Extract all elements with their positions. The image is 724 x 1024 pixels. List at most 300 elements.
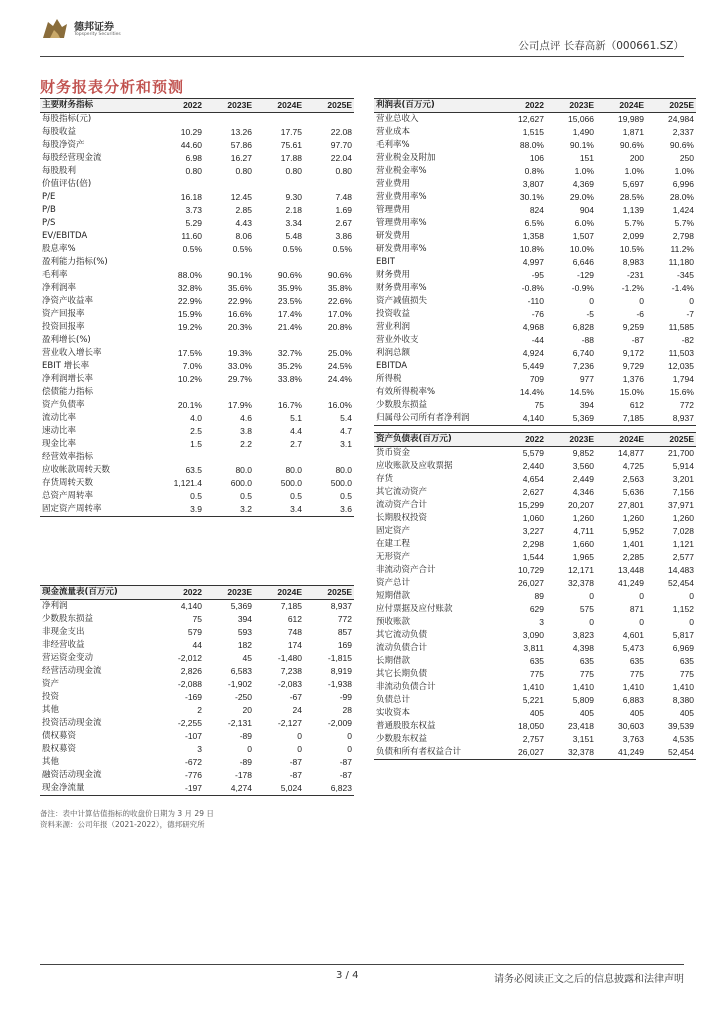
row-label: 每股股利 xyxy=(42,166,77,176)
value-cell: 22.9% xyxy=(227,296,252,306)
value-cell: 2 xyxy=(197,705,202,715)
table-header-row xyxy=(374,99,696,113)
value-cell: 10.29 xyxy=(180,127,202,137)
value-cell: 8,937 xyxy=(646,412,696,426)
value-cell: 600.0 xyxy=(230,478,252,488)
value-cell: 4,274 xyxy=(204,782,254,796)
row-label: 营业外收支 xyxy=(376,335,419,345)
row-label: 盈利增长(%) xyxy=(42,335,91,345)
value-cell: 7,236 xyxy=(572,361,594,371)
value-cell: 5,473 xyxy=(622,643,644,653)
value-cell: 4.4 xyxy=(290,426,302,436)
value-cell: 0.5% xyxy=(332,244,352,254)
value-cell: 6,828 xyxy=(572,322,594,332)
table-row xyxy=(374,447,696,461)
value-cell: 24 xyxy=(292,705,302,715)
value-cell: 44.60 xyxy=(180,140,202,150)
value-cell: 8,983 xyxy=(622,257,644,267)
row-label: EBIT xyxy=(376,257,395,267)
value-cell: 0.8% xyxy=(524,166,544,176)
value-cell: 0 xyxy=(639,617,644,627)
column-header: 2024E xyxy=(596,433,646,447)
row-label: EBIT 增长率 xyxy=(42,361,90,371)
row-label: 少数股东损益 xyxy=(42,614,94,624)
table-title-cell: 主要财务指标 xyxy=(40,99,154,113)
value-cell: 1,121.4 xyxy=(173,478,202,488)
value-cell: 824 xyxy=(529,205,544,215)
table-row xyxy=(40,256,354,269)
value-cell: 15.9% xyxy=(177,309,202,319)
row-label: 流动负债合计 xyxy=(376,643,428,653)
row-label: 长期股权投资 xyxy=(376,513,428,523)
value-cell: 44 xyxy=(192,640,202,650)
cash-flow-table xyxy=(40,585,354,796)
value-cell: 4,535 xyxy=(672,734,694,744)
value-cell: 1,121 xyxy=(672,539,694,549)
table-row xyxy=(374,152,696,165)
column-header: 2022 xyxy=(154,586,204,600)
row-label: 每股净资产 xyxy=(42,140,85,150)
table-row xyxy=(374,412,696,426)
value-cell: 6,883 xyxy=(622,695,644,705)
table-title-cell: 利润表(百万元) xyxy=(374,99,496,113)
table-row xyxy=(40,665,354,678)
table-row xyxy=(40,477,354,490)
value-cell: 7,185 xyxy=(596,412,646,426)
value-cell: 3,227 xyxy=(522,526,544,536)
value-cell: 0 xyxy=(639,591,644,601)
value-cell xyxy=(204,386,254,399)
row-label: 净资产收益率 xyxy=(42,296,94,306)
value-cell: 88.0% xyxy=(177,270,202,280)
value-cell: 4,725 xyxy=(622,461,644,471)
value-cell: -87 xyxy=(289,757,302,767)
table-row xyxy=(40,691,354,704)
row-label: 应收帐款周转天数 xyxy=(42,465,111,475)
value-cell: 0.5% xyxy=(182,244,202,254)
value-cell: 14,877 xyxy=(618,448,644,458)
row-label: 营业税金及附加 xyxy=(376,153,436,163)
row-label: 短期借款 xyxy=(376,591,411,601)
row-label: 流动比率 xyxy=(42,413,77,423)
value-cell: 1,410 xyxy=(622,682,644,692)
value-cell: 5,697 xyxy=(622,179,644,189)
value-cell: 88.0% xyxy=(519,140,544,150)
row-label: 净利润 xyxy=(42,601,68,611)
value-cell: 16.7% xyxy=(277,400,302,410)
value-cell: 21.4% xyxy=(277,322,302,332)
page-number: 3 / 4 xyxy=(336,970,359,981)
value-cell: -87 xyxy=(339,770,352,780)
value-cell: 22.08 xyxy=(330,127,352,137)
value-cell: 90.6% xyxy=(619,140,644,150)
value-cell: 1,544 xyxy=(522,552,544,562)
row-label: 研发费用率% xyxy=(376,244,427,254)
value-cell: 405 xyxy=(579,708,594,718)
value-cell: 4,997 xyxy=(522,257,544,267)
value-cell xyxy=(204,256,254,269)
valuation-date-note: 备注：表中计算估值指标的收盘价日期为 3 月 29 日 xyxy=(40,809,214,818)
table-row xyxy=(374,564,696,577)
value-cell: 39,539 xyxy=(668,721,694,731)
table-row xyxy=(40,152,354,165)
value-cell: 18,050 xyxy=(518,721,544,731)
table-row xyxy=(374,746,696,760)
value-cell: 904 xyxy=(579,205,594,215)
table-row xyxy=(374,178,696,191)
brand-name-english: Topsperity Securities xyxy=(74,32,121,37)
value-cell: -1.4% xyxy=(671,283,694,293)
row-label: 预收账款 xyxy=(376,617,411,627)
value-cell: 2,440 xyxy=(522,461,544,471)
section-title: 财务报表分析和预测 xyxy=(40,78,185,96)
value-cell: -87 xyxy=(289,770,302,780)
table-row xyxy=(40,464,354,477)
row-label: 资产回报率 xyxy=(42,309,85,319)
value-cell: 35.6% xyxy=(227,283,252,293)
row-label: 投资收益 xyxy=(376,309,411,319)
value-cell: 5,369 xyxy=(230,601,252,611)
value-cell: 1.0% xyxy=(574,166,594,176)
value-cell: 19.3% xyxy=(227,348,252,358)
value-cell xyxy=(254,113,304,127)
row-label: 财务费用率% xyxy=(376,283,427,293)
value-cell: 1,794 xyxy=(672,374,694,384)
value-cell: 200 xyxy=(629,153,644,163)
value-cell: 7,185 xyxy=(280,601,302,611)
value-cell: 0 xyxy=(347,731,352,741)
value-cell: 0.5 xyxy=(190,491,202,501)
table-row xyxy=(40,243,354,256)
value-cell: 14.4% xyxy=(519,387,544,397)
value-cell: 5.48 xyxy=(285,231,302,241)
value-cell: 4.0 xyxy=(190,413,202,423)
table-row xyxy=(40,282,354,295)
value-cell: -1.2% xyxy=(621,283,644,293)
value-cell: -0.8% xyxy=(521,283,544,293)
value-cell xyxy=(154,113,204,127)
value-cell: 1,410 xyxy=(522,682,544,692)
table-row xyxy=(374,590,696,603)
value-cell: 16.0% xyxy=(327,400,352,410)
value-cell: 20,207 xyxy=(568,500,594,510)
value-cell: 32.7% xyxy=(277,348,302,358)
value-cell: 5,449 xyxy=(522,361,544,371)
value-cell: 15,299 xyxy=(518,500,544,510)
value-cell: 21,700 xyxy=(668,448,694,458)
value-cell: 2.2 xyxy=(240,439,252,449)
table-row xyxy=(40,639,354,652)
value-cell: 3,823 xyxy=(572,630,594,640)
value-cell: -110 xyxy=(527,296,544,306)
value-cell: 4,924 xyxy=(522,348,544,358)
value-cell: 29.0% xyxy=(569,192,594,202)
table-row xyxy=(374,733,696,746)
row-label: 归属母公司所有者净利润 xyxy=(374,412,496,426)
row-label: 固定资产 xyxy=(376,526,411,536)
value-cell: 57.86 xyxy=(230,140,252,150)
row-label: 非现金支出 xyxy=(42,627,85,637)
value-cell: 10.5% xyxy=(619,244,644,254)
value-cell: 3.4 xyxy=(254,503,304,517)
column-header: 2022 xyxy=(496,99,546,113)
value-cell: 1,660 xyxy=(572,539,594,549)
value-cell: -231 xyxy=(626,270,644,280)
table-row xyxy=(40,503,354,517)
table-row xyxy=(40,717,354,730)
value-cell: 174 xyxy=(287,640,302,650)
row-label: 营业总收入 xyxy=(376,114,419,124)
value-cell: 5,579 xyxy=(522,448,544,458)
value-cell: 12.45 xyxy=(230,192,252,202)
value-cell: 1,401 xyxy=(622,539,644,549)
value-cell: 500.0 xyxy=(280,478,302,488)
value-cell: 30.1% xyxy=(519,192,544,202)
value-cell: 394 xyxy=(579,400,594,410)
value-cell: 5.29 xyxy=(185,218,202,228)
value-cell: 635 xyxy=(629,656,644,666)
value-cell: -82 xyxy=(681,335,694,345)
value-cell: 6,969 xyxy=(672,643,694,653)
value-cell: 871 xyxy=(629,604,644,614)
table-row xyxy=(40,412,354,425)
value-cell: -1,480 xyxy=(277,653,302,663)
value-cell: 20.3% xyxy=(227,322,252,332)
row-label: 每股经营现金流 xyxy=(42,153,102,163)
value-cell: 1,410 xyxy=(672,682,694,692)
value-cell xyxy=(254,451,304,464)
table-row xyxy=(40,165,354,178)
table-row xyxy=(374,139,696,152)
row-label: 资产 xyxy=(42,679,60,689)
table-row xyxy=(374,243,696,256)
value-cell xyxy=(304,451,354,464)
table-row xyxy=(40,347,354,360)
value-cell: 16.18 xyxy=(180,192,202,202)
value-cell: 12,035 xyxy=(668,361,694,371)
value-cell: 3,151 xyxy=(572,734,594,744)
value-cell: 2.5 xyxy=(190,426,202,436)
value-cell: 2,577 xyxy=(672,552,694,562)
value-cell: 2,449 xyxy=(572,474,594,484)
value-cell: 709 xyxy=(529,374,544,384)
value-cell: 3,090 xyxy=(522,630,544,640)
value-cell: 35.9% xyxy=(277,283,302,293)
table-row xyxy=(40,490,354,503)
value-cell: 29.7% xyxy=(227,374,252,384)
value-cell: 1,871 xyxy=(622,127,644,137)
row-label: 非流动负债合计 xyxy=(376,682,436,692)
value-cell: 579 xyxy=(187,627,202,637)
table-row xyxy=(40,113,354,127)
value-cell: 2,099 xyxy=(622,231,644,241)
value-cell: -2,009 xyxy=(327,718,352,728)
value-cell: 6,583 xyxy=(230,666,252,676)
row-label: EBITDA xyxy=(376,361,408,371)
value-cell: 2.18 xyxy=(285,205,302,215)
table-row xyxy=(40,139,354,152)
balance-sheet-table xyxy=(374,432,696,760)
row-label: 其他 xyxy=(42,705,60,715)
value-cell xyxy=(154,178,204,191)
value-cell: 3.8 xyxy=(240,426,252,436)
value-cell: 4,140 xyxy=(496,412,546,426)
value-cell: 28.5% xyxy=(619,192,644,202)
value-cell: 17.88 xyxy=(280,153,302,163)
value-cell: 0.5% xyxy=(282,244,302,254)
row-label: 非经营收益 xyxy=(42,640,85,650)
row-label: 其它长期负债 xyxy=(376,669,428,679)
table-row xyxy=(374,538,696,551)
value-cell: 35.8% xyxy=(327,283,352,293)
value-cell: 0 xyxy=(347,744,352,754)
value-cell: 12,171 xyxy=(568,565,594,575)
value-cell: 23,418 xyxy=(568,721,594,731)
value-cell: 16.6% xyxy=(227,309,252,319)
table-row xyxy=(40,438,354,451)
table-row xyxy=(40,425,354,438)
value-cell: 405 xyxy=(679,708,694,718)
value-cell: 2,826 xyxy=(180,666,202,676)
table-row xyxy=(40,756,354,769)
value-cell: 12,627 xyxy=(518,114,544,124)
value-cell: -169 xyxy=(184,692,202,702)
disclaimer-text: 请务必阅读正文之后的信息披露和法律声明 xyxy=(494,974,684,985)
value-cell: 35.2% xyxy=(277,361,302,371)
value-cell: 3,807 xyxy=(522,179,544,189)
value-cell: 5,817 xyxy=(672,630,694,640)
value-cell xyxy=(204,451,254,464)
value-cell: 11.60 xyxy=(181,231,202,241)
value-cell: -2,131 xyxy=(227,718,252,728)
table-row xyxy=(374,165,696,178)
value-cell: 22.9% xyxy=(177,296,202,306)
table-header-row xyxy=(40,99,354,113)
value-cell: -1,815 xyxy=(327,653,352,663)
value-cell: 0.80 xyxy=(335,166,352,176)
value-cell: -7 xyxy=(686,309,694,319)
column-header: 2023E xyxy=(204,99,254,113)
row-label: 净利润率 xyxy=(42,283,77,293)
value-cell: -2,088 xyxy=(177,679,202,689)
value-cell: 3,763 xyxy=(622,734,644,744)
row-label: 在建工程 xyxy=(376,539,411,549)
value-cell: 17.75 xyxy=(280,127,302,137)
column-header: 2025E xyxy=(646,99,696,113)
value-cell: -2,083 xyxy=(277,679,302,689)
value-cell: 10.2% xyxy=(177,374,202,384)
table-row xyxy=(40,269,354,282)
table-row xyxy=(40,204,354,217)
row-label: 非流动资产合计 xyxy=(376,565,436,575)
table-row xyxy=(40,230,354,243)
value-cell: 10.0% xyxy=(569,244,594,254)
value-cell: 635 xyxy=(679,656,694,666)
value-cell: 19,989 xyxy=(618,114,644,124)
value-cell: 182 xyxy=(237,640,252,650)
value-cell: 52,454 xyxy=(668,578,694,588)
table-row xyxy=(374,642,696,655)
value-cell: -672 xyxy=(184,757,202,767)
value-cell: 1,490 xyxy=(572,127,594,137)
value-cell: -2,127 xyxy=(277,718,302,728)
row-label: 股息率% xyxy=(42,244,76,254)
value-cell: 1,139 xyxy=(622,205,644,215)
value-cell: 3.6 xyxy=(304,503,354,517)
row-label: 管理费用 xyxy=(376,205,411,215)
column-header: 2022 xyxy=(154,99,204,113)
row-label: 有效所得税率% xyxy=(376,387,436,397)
table-row xyxy=(374,347,696,360)
value-cell: 775 xyxy=(679,669,694,679)
row-label: 总资产周转率 xyxy=(42,491,94,501)
value-cell: 32,378 xyxy=(546,746,596,760)
value-cell: 41,249 xyxy=(596,746,646,760)
value-cell: 6,823 xyxy=(304,782,354,796)
value-cell: 90.1% xyxy=(227,270,252,280)
table-row xyxy=(40,652,354,665)
value-cell: 15.0% xyxy=(619,387,644,397)
value-cell: 169 xyxy=(337,640,352,650)
row-label: P/S xyxy=(42,218,56,228)
header-divider xyxy=(40,56,684,57)
value-cell: 5,952 xyxy=(622,526,644,536)
value-cell: 0 xyxy=(639,296,644,306)
table-row xyxy=(40,451,354,464)
value-cell: 0 xyxy=(689,296,694,306)
table-row xyxy=(40,613,354,626)
value-cell: 3 xyxy=(539,617,544,627)
value-cell: -345 xyxy=(676,270,694,280)
source-note: 资料来源：公司年报（2021-2022），德邦研究所 xyxy=(40,820,205,829)
value-cell: 13,448 xyxy=(618,565,644,575)
row-label: 投资回报率 xyxy=(42,322,85,332)
value-cell: -87 xyxy=(631,335,644,345)
value-cell: -2,255 xyxy=(177,718,202,728)
value-cell: 14,483 xyxy=(668,565,694,575)
value-cell: 5.4 xyxy=(340,413,352,423)
value-cell: 6.98 xyxy=(185,153,202,163)
value-cell: -67 xyxy=(289,692,302,702)
row-label: 普通股股东权益 xyxy=(376,721,436,731)
value-cell: 4.7 xyxy=(340,426,352,436)
table-notes xyxy=(40,808,214,830)
value-cell: 9.30 xyxy=(285,192,302,202)
row-label: 营业成本 xyxy=(376,127,411,137)
value-cell: 27,801 xyxy=(618,500,644,510)
table-row xyxy=(40,626,354,639)
table-row xyxy=(374,499,696,512)
row-label: 实收资本 xyxy=(376,708,411,718)
value-cell: 593 xyxy=(237,627,252,637)
value-cell: 1,060 xyxy=(522,513,544,523)
value-cell: 4,654 xyxy=(522,474,544,484)
value-cell: 2,563 xyxy=(622,474,644,484)
row-label: 其它流动负债 xyxy=(376,630,428,640)
value-cell: 22.6% xyxy=(327,296,352,306)
value-cell xyxy=(204,178,254,191)
value-cell xyxy=(254,334,304,347)
value-cell: 1.0% xyxy=(674,166,694,176)
value-cell: 80.0 xyxy=(235,465,252,475)
value-cell xyxy=(254,386,304,399)
table-row xyxy=(374,373,696,386)
value-cell: 775 xyxy=(529,669,544,679)
value-cell: 4,369 xyxy=(572,179,594,189)
value-cell: 63.5 xyxy=(185,465,202,475)
table-row xyxy=(374,577,696,590)
row-label: 毛利率% xyxy=(376,140,410,150)
